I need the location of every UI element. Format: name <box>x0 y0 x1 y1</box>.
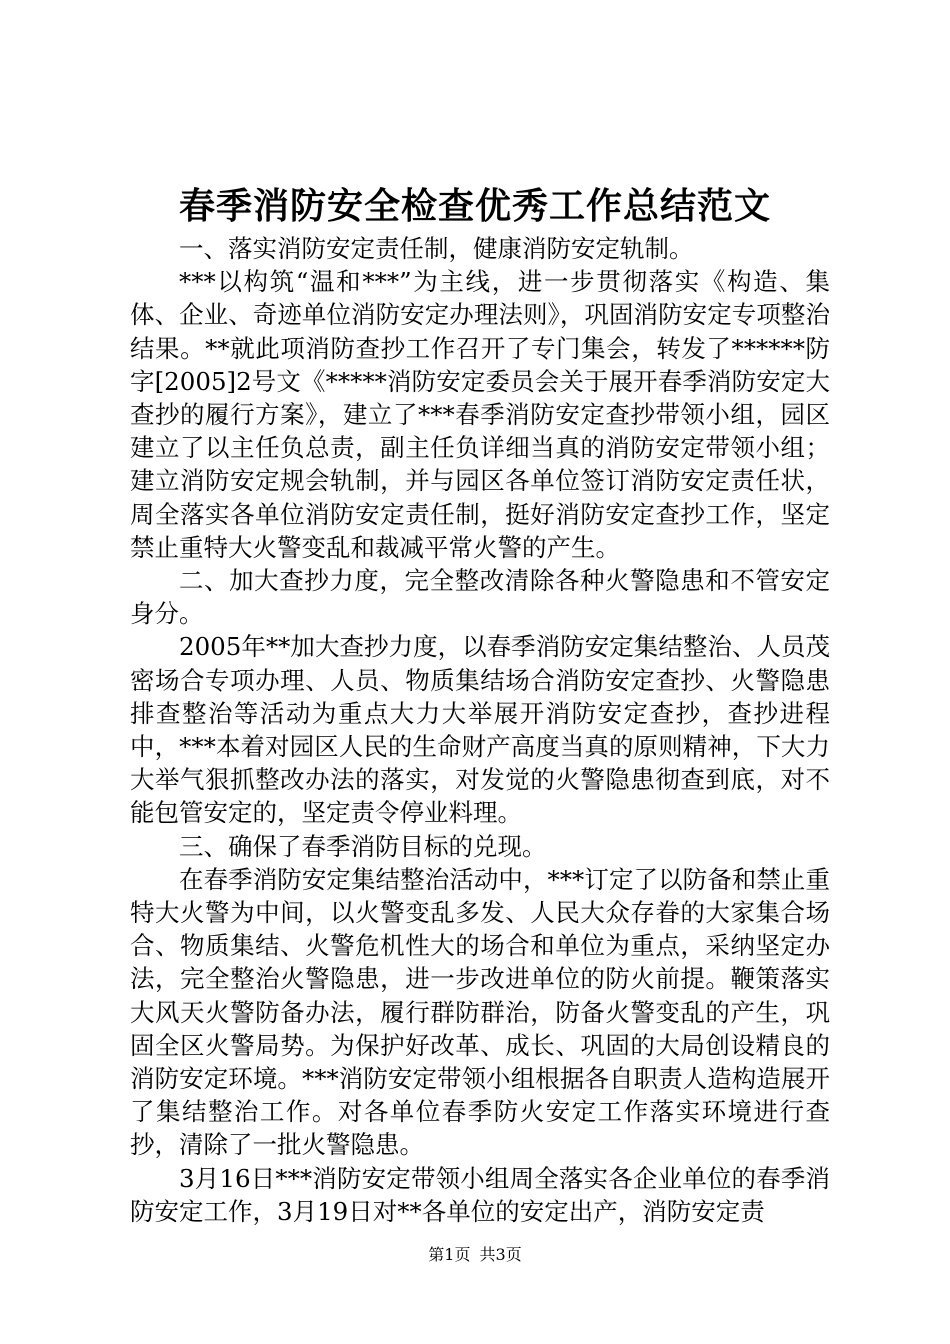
section-heading-2: 二、加大查抄力度，完全整改清除各种火警隐患和不管安定身分。 <box>130 566 830 629</box>
paragraph: 3月16日***消防安定带领小组周全落实各企业单位的春季消防安定工作，3月19日对**各单位的安定出产，消防安定责 <box>130 1163 830 1226</box>
paragraph: ***以构筑“温和***”为主线，进一步贯彻落实《构造、集体、企业、奇迹单位消防安定办理法则》，巩固消防安定专项整治结果。**就此项消防查抄工作召开了专门集会，转发了******防字[2005]2号文《*****消防安定委员会关于展开春季消防安定大查抄的履行方案》，建立了***春季消防安定查抄带领小组，园区建立了以主任负总责，副主任负详细当真的消防安定带领小组；建立消防安定规会轨制，并与园区各单位签订消防安定责任状，周全落实各单位消防安定责任制，挺好消防安定查抄工作，坚定禁止重特大火警变乱和裁减平常火警的产生。 <box>130 267 830 562</box>
document-body <box>130 232 830 1228</box>
page-number-footer: 第1页 共3页 <box>428 1245 522 1264</box>
section-heading-1: 一、落实消防安定责任制，健康消防安定轨制。 <box>179 234 694 263</box>
document-title: 春季消防安全检查优秀工作总结范文 <box>178 185 771 227</box>
paragraph: 2005年**加大查抄力度，以春季消防安定集结整治、人员茂密场合专项办理、人员、物质集结场合消防安定查抄、火警隐患排查整治等活动为重点大力大举展开消防安定查抄，查抄进程中，***本着对园区人民的生命财产高度当真的原则精神，下大力大举气狠抓整改办法的落实，对发觉的火警隐患彻查到底，对不能包管安定的，坚定责令停业料理。 <box>130 632 830 828</box>
paragraph: 在春季消防安定集结整治活动中，***订定了以防备和禁止重特大火警为中间，以火警变乱多发、人民大众存眷的大家集合场合、物质集结、火警危机性大的场合和单位为重点，采纳坚定办法，完全整治火警隐患，进一步改进单位的防火前提。鞭策落实大风天火警防备办法，履行群防群治，防备火警变乱的产生，巩固全区火警局势。为保护好改革、成长、巩固的大局创设精良的消防安定环境。***消防安定带领小组根据各自职责人造构造展开了集结整治工作。对各单位春季防火安定工作落实环境进行查抄，清除了一批火警隐患。 <box>130 864 830 1160</box>
section-heading-3: 三、确保了春季消防目标的兑现。 <box>179 831 547 861</box>
